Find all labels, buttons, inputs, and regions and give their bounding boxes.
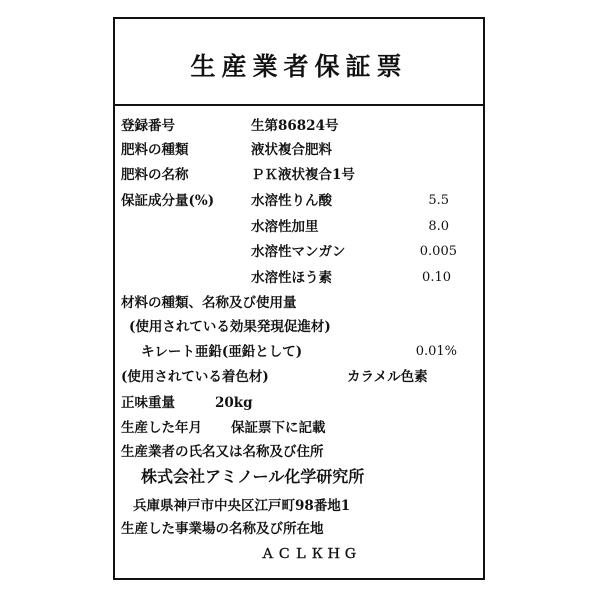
registration-label: 登録番号: [121, 118, 175, 134]
production-date-label: 生産した年月: [121, 420, 202, 436]
title-box: [115, 19, 483, 106]
fertilizer-name-label: 肥料の名称: [121, 167, 189, 183]
effect-material-label: (使用されている効果発現促進材): [129, 319, 331, 335]
registration-value: 生第86824号: [251, 118, 339, 134]
producer-address: 兵庫県神戸市中央区江戸町98番地1: [133, 498, 351, 514]
page-title: 生産業者保証票: [190, 52, 408, 81]
effect-material-value: 0.01%: [415, 344, 457, 359]
component-name: 水溶性マンガン: [251, 244, 346, 260]
component-value: 8.0: [428, 219, 449, 234]
component-value: 0.005: [419, 244, 457, 259]
fertilizer-type-value: 液状複合肥料: [251, 142, 332, 158]
net-weight-label: 正味重量: [121, 395, 175, 411]
facility-code: ＡＣＬＫＨＧ: [261, 546, 360, 562]
fertilizer-name-value: ＰＫ液状複合1号: [251, 167, 355, 183]
producer-name: 株式会社アミノール化学研究所: [141, 467, 365, 486]
colorant-value: カラメル色素: [347, 369, 428, 385]
component-name: 水溶性ほう素: [251, 270, 332, 286]
net-weight-value: 20kg: [215, 395, 253, 411]
component-name: 水溶性加里: [251, 219, 319, 235]
colorant-label: (使用されている着色材): [121, 369, 269, 385]
component-value: 0.10: [422, 270, 451, 285]
materials-label: 材料の種類、名称及び使用量: [121, 295, 297, 311]
guarantee-label: 保証成分量(%): [121, 193, 215, 209]
producer-label: 生産業者の氏名又は名称及び住所: [121, 444, 324, 460]
component-value: 5.5: [428, 193, 449, 208]
guarantee-card: [113, 17, 485, 580]
fertilizer-type-label: 肥料の種類: [121, 142, 189, 158]
component-name: 水溶性りん酸: [251, 193, 332, 209]
effect-material-name: キレート亜鉛(亜鉛として): [141, 344, 303, 360]
production-date-value: 保証票下に記載: [231, 420, 326, 436]
facility-label: 生産した事業場の名称及び所在地: [121, 521, 324, 537]
